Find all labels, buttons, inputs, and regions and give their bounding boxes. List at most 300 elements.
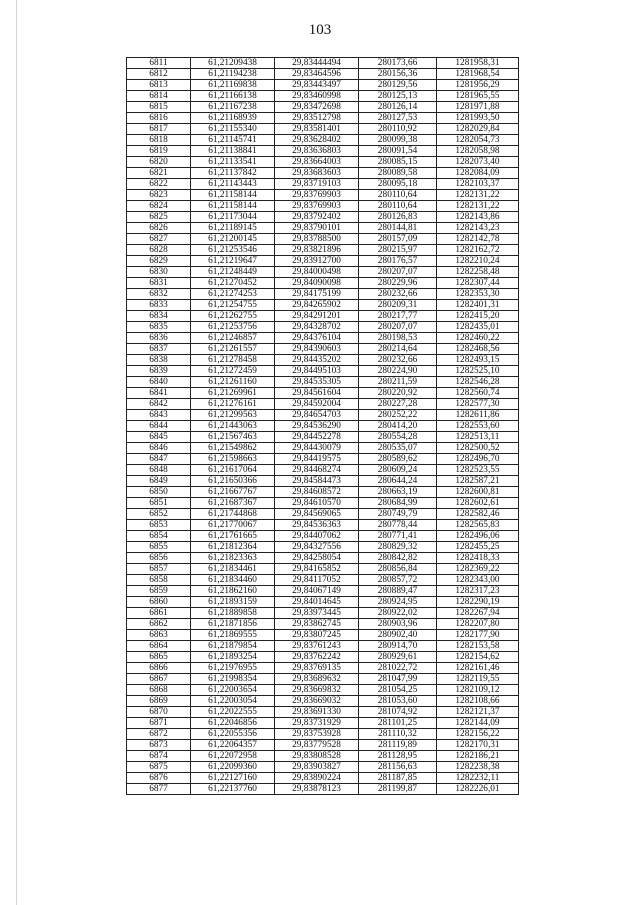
latitude-cell: 61,22003654 [191,685,275,696]
latitude-cell: 61,21667767 [191,487,275,498]
latitude-cell: 61,21998354 [191,674,275,685]
latitude-cell: 61,21246857 [191,333,275,344]
point-number-cell: 6832 [127,289,191,300]
point-number-cell: 6867 [127,674,191,685]
latitude-cell: 61,22072958 [191,751,275,762]
latitude-cell: 61,21219647 [191,256,275,267]
longitude-cell: 29,83769135 [275,663,359,674]
y-coordinate-cell: 1282455,25 [437,542,519,553]
y-coordinate-cell: 1282232,11 [437,773,519,784]
point-number-cell: 6846 [127,443,191,454]
longitude-cell: 29,83862745 [275,619,359,630]
point-number-cell: 6813 [127,80,191,91]
table-row [127,685,519,696]
longitude-cell: 29,84165852 [275,564,359,575]
x-coordinate-cell: 281074,92 [359,707,437,718]
latitude-cell: 61,21143443 [191,179,275,190]
x-coordinate-cell: 280857,72 [359,575,437,586]
latitude-cell: 61,21650366 [191,476,275,487]
table-row [127,597,519,608]
y-coordinate-cell: 1282156,22 [437,729,519,740]
longitude-cell: 29,83912700 [275,256,359,267]
y-coordinate-cell: 1282144,09 [437,718,519,729]
point-number-cell: 6864 [127,641,191,652]
point-number-cell: 6836 [127,333,191,344]
y-coordinate-cell: 1282143,86 [437,212,519,223]
table-row [127,80,519,91]
longitude-cell: 29,84584473 [275,476,359,487]
longitude-cell: 29,83731929 [275,718,359,729]
longitude-cell: 29,83779528 [275,740,359,751]
x-coordinate-cell: 280829,32 [359,542,437,553]
point-number-cell: 6822 [127,179,191,190]
x-coordinate-cell: 280252,22 [359,410,437,421]
y-coordinate-cell: 1281993,50 [437,113,519,124]
longitude-cell: 29,83788500 [275,234,359,245]
table-row [127,531,519,542]
longitude-cell: 29,83890224 [275,773,359,784]
table-row [127,718,519,729]
latitude-cell: 61,21158144 [191,190,275,201]
longitude-cell: 29,84430079 [275,443,359,454]
table-row [127,212,519,223]
y-coordinate-cell: 1282602,61 [437,498,519,509]
table-row [127,300,519,311]
x-coordinate-cell: 280217,77 [359,311,437,322]
longitude-cell: 29,84536290 [275,421,359,432]
longitude-cell: 29,83973445 [275,608,359,619]
y-coordinate-cell: 1282131,22 [437,201,519,212]
page-number: 103 [308,22,332,38]
y-coordinate-cell: 1282587,21 [437,476,519,487]
y-coordinate-cell: 1282103,37 [437,179,519,190]
table-row [127,322,519,333]
longitude-cell: 29,84452278 [275,432,359,443]
y-coordinate-cell: 1282493,15 [437,355,519,366]
table-row [127,223,519,234]
latitude-cell: 61,21168939 [191,113,275,124]
longitude-cell: 29,83719103 [275,179,359,190]
x-coordinate-cell: 281053,60 [359,696,437,707]
point-number-cell: 6856 [127,553,191,564]
table-row [127,729,519,740]
table-row [127,113,519,124]
latitude-cell: 61,21889858 [191,608,275,619]
table-row [127,619,519,630]
x-coordinate-cell: 280929,61 [359,652,437,663]
table-row [127,333,519,344]
table-row [127,157,519,168]
longitude-cell: 29,83464596 [275,69,359,80]
point-number-cell: 6823 [127,190,191,201]
longitude-cell: 29,83689632 [275,674,359,685]
y-coordinate-cell: 1282415,20 [437,311,519,322]
point-number-cell: 6855 [127,542,191,553]
x-coordinate-cell: 280749,79 [359,509,437,520]
longitude-cell: 29,83762242 [275,652,359,663]
latitude-cell: 61,21834460 [191,575,275,586]
longitude-cell: 29,83628402 [275,135,359,146]
latitude-cell: 61,21269961 [191,388,275,399]
table-row [127,399,519,410]
latitude-cell: 61,21549862 [191,443,275,454]
point-number-cell: 6857 [127,564,191,575]
latitude-cell: 61,21862160 [191,586,275,597]
table-row [127,575,519,586]
x-coordinate-cell: 280889,47 [359,586,437,597]
table-row [127,91,519,102]
point-number-cell: 6812 [127,69,191,80]
table-row [127,102,519,113]
y-coordinate-cell: 1282177,90 [437,630,519,641]
table-row [127,707,519,718]
latitude-cell: 61,21194238 [191,69,275,80]
table-row [127,630,519,641]
latitude-cell: 61,21155340 [191,124,275,135]
table-row [127,641,519,652]
point-number-cell: 6821 [127,168,191,179]
y-coordinate-cell: 1282131,22 [437,190,519,201]
point-number-cell: 6869 [127,696,191,707]
x-coordinate-cell: 280198,53 [359,333,437,344]
latitude-cell: 61,21274253 [191,289,275,300]
x-coordinate-cell: 280644,24 [359,476,437,487]
point-number-cell: 6870 [127,707,191,718]
longitude-cell: 29,83669832 [275,685,359,696]
point-number-cell: 6853 [127,520,191,531]
table-row [127,366,519,377]
x-coordinate-cell: 280144,81 [359,223,437,234]
latitude-cell: 61,21299563 [191,410,275,421]
point-number-cell: 6851 [127,498,191,509]
point-number-cell: 6840 [127,377,191,388]
longitude-cell: 29,84376104 [275,333,359,344]
point-number-cell: 6854 [127,531,191,542]
longitude-cell: 29,84327556 [275,542,359,553]
point-number-cell: 6861 [127,608,191,619]
point-number-cell: 6837 [127,344,191,355]
latitude-cell: 61,22003054 [191,696,275,707]
latitude-cell: 61,21823363 [191,553,275,564]
table-row [127,487,519,498]
latitude-cell: 61,21834461 [191,564,275,575]
x-coordinate-cell: 280085,15 [359,157,437,168]
x-coordinate-cell: 280129,56 [359,80,437,91]
y-coordinate-cell: 1282500,52 [437,443,519,454]
y-coordinate-cell: 1282143,23 [437,223,519,234]
y-coordinate-cell: 1282186,21 [437,751,519,762]
latitude-cell: 61,21812364 [191,542,275,553]
longitude-cell: 29,83903827 [275,762,359,773]
x-coordinate-cell: 281047,99 [359,674,437,685]
coordinates-table [126,57,519,795]
longitude-cell: 29,83878123 [275,784,359,795]
y-coordinate-cell: 1282162,72 [437,245,519,256]
point-number-cell: 6815 [127,102,191,113]
x-coordinate-cell: 280214,64 [359,344,437,355]
x-coordinate-cell: 280856,84 [359,564,437,575]
latitude-cell: 61,21261160 [191,377,275,388]
table-row [127,476,519,487]
point-number-cell: 6834 [127,311,191,322]
longitude-cell: 29,84608572 [275,487,359,498]
latitude-cell: 61,21262755 [191,311,275,322]
point-number-cell: 6835 [127,322,191,333]
y-coordinate-cell: 1282496,70 [437,454,519,465]
point-number-cell: 6829 [127,256,191,267]
y-coordinate-cell: 1282119,55 [437,674,519,685]
point-number-cell: 6866 [127,663,191,674]
x-coordinate-cell: 280224,90 [359,366,437,377]
y-coordinate-cell: 1282210,24 [437,256,519,267]
latitude-cell: 61,21253546 [191,245,275,256]
longitude-cell: 29,83669032 [275,696,359,707]
x-coordinate-cell: 280207,07 [359,267,437,278]
latitude-cell: 61,22137760 [191,784,275,795]
point-number-cell: 6825 [127,212,191,223]
table-row [127,377,519,388]
y-coordinate-cell: 1282153,58 [437,641,519,652]
latitude-cell: 61,21248449 [191,267,275,278]
y-coordinate-cell: 1282207,80 [437,619,519,630]
point-number-cell: 6860 [127,597,191,608]
x-coordinate-cell: 280099,38 [359,135,437,146]
latitude-cell: 61,21869555 [191,630,275,641]
table-row [127,608,519,619]
longitude-cell: 29,84265902 [275,300,359,311]
y-coordinate-cell: 1282267,94 [437,608,519,619]
x-coordinate-cell: 281128,95 [359,751,437,762]
x-coordinate-cell: 280778,44 [359,520,437,531]
longitude-cell: 29,83790101 [275,223,359,234]
table-row [127,553,519,564]
y-coordinate-cell: 1282054,73 [437,135,519,146]
y-coordinate-cell: 1282343,00 [437,575,519,586]
longitude-cell: 29,83472698 [275,102,359,113]
y-coordinate-cell: 1282460,22 [437,333,519,344]
x-coordinate-cell: 280771,41 [359,531,437,542]
longitude-cell: 29,84407062 [275,531,359,542]
longitude-cell: 29,84117052 [275,575,359,586]
longitude-cell: 29,84610570 [275,498,359,509]
table-row [127,498,519,509]
y-coordinate-cell: 1282611,86 [437,410,519,421]
longitude-cell: 29,83444494 [275,58,359,69]
latitude-cell: 61,21137842 [191,168,275,179]
latitude-cell: 61,21158144 [191,201,275,212]
x-coordinate-cell: 280229,96 [359,278,437,289]
point-number-cell: 6842 [127,399,191,410]
point-number-cell: 6830 [127,267,191,278]
latitude-cell: 61,22099360 [191,762,275,773]
latitude-cell: 61,21200145 [191,234,275,245]
longitude-cell: 29,83807245 [275,630,359,641]
table-row [127,432,519,443]
latitude-cell: 61,21871856 [191,619,275,630]
point-number-cell: 6844 [127,421,191,432]
point-number-cell: 6865 [127,652,191,663]
x-coordinate-cell: 281119,89 [359,740,437,751]
table-row [127,344,519,355]
latitude-cell: 61,21893159 [191,597,275,608]
x-coordinate-cell: 280173,66 [359,58,437,69]
y-coordinate-cell: 1281968,54 [437,69,519,80]
latitude-cell: 61,21443063 [191,421,275,432]
x-coordinate-cell: 280663,19 [359,487,437,498]
longitude-cell: 29,83808528 [275,751,359,762]
latitude-cell: 61,21567463 [191,432,275,443]
point-number-cell: 6828 [127,245,191,256]
x-coordinate-cell: 281156,63 [359,762,437,773]
table-row [127,190,519,201]
table-row [127,278,519,289]
point-number-cell: 6838 [127,355,191,366]
longitude-cell: 29,83443497 [275,80,359,91]
longitude-cell: 29,84328702 [275,322,359,333]
point-number-cell: 6862 [127,619,191,630]
y-coordinate-cell: 1282084,09 [437,168,519,179]
table-row [127,454,519,465]
latitude-cell: 61,22127160 [191,773,275,784]
latitude-cell: 61,21261557 [191,344,275,355]
latitude-cell: 61,21744868 [191,509,275,520]
y-coordinate-cell: 1282560,74 [437,388,519,399]
longitude-cell: 29,83769903 [275,190,359,201]
table-row [127,652,519,663]
longitude-cell: 29,83664003 [275,157,359,168]
longitude-cell: 29,84390603 [275,344,359,355]
table-row [127,234,519,245]
latitude-cell: 61,21209438 [191,58,275,69]
longitude-cell: 29,84561604 [275,388,359,399]
latitude-cell: 61,21133541 [191,157,275,168]
point-number-cell: 6827 [127,234,191,245]
x-coordinate-cell: 280157,09 [359,234,437,245]
latitude-cell: 61,21253756 [191,322,275,333]
point-number-cell: 6849 [127,476,191,487]
x-coordinate-cell: 280684,99 [359,498,437,509]
longitude-cell: 29,84067149 [275,586,359,597]
table-row [127,762,519,773]
point-number-cell: 6850 [127,487,191,498]
table-row [127,245,519,256]
longitude-cell: 29,84291201 [275,311,359,322]
y-coordinate-cell: 1282513,11 [437,432,519,443]
y-coordinate-cell: 1282029,84 [437,124,519,135]
x-coordinate-cell: 280110,64 [359,190,437,201]
y-coordinate-cell: 1282353,30 [437,289,519,300]
longitude-cell: 29,84495103 [275,366,359,377]
y-coordinate-cell: 1282238,38 [437,762,519,773]
table-row [127,289,519,300]
longitude-cell: 29,84468274 [275,465,359,476]
table-row [127,740,519,751]
y-coordinate-cell: 1282553,60 [437,421,519,432]
y-coordinate-cell: 1282546,28 [437,377,519,388]
longitude-cell: 29,84090098 [275,278,359,289]
latitude-cell: 61,22022555 [191,707,275,718]
table-row [127,421,519,432]
x-coordinate-cell: 280211,59 [359,377,437,388]
table-row [127,201,519,212]
y-coordinate-cell: 1282121,37 [437,707,519,718]
y-coordinate-cell: 1282307,44 [437,278,519,289]
table-row [127,443,519,454]
longitude-cell: 29,83769903 [275,201,359,212]
point-number-cell: 6826 [127,223,191,234]
latitude-cell: 61,22055356 [191,729,275,740]
x-coordinate-cell: 280110,92 [359,124,437,135]
y-coordinate-cell: 1282108,66 [437,696,519,707]
table-row [127,168,519,179]
y-coordinate-cell: 1282525,10 [437,366,519,377]
latitude-cell: 61,21166138 [191,91,275,102]
table-row [127,311,519,322]
point-number-cell: 6871 [127,718,191,729]
table-row [127,751,519,762]
table-row [127,564,519,575]
point-number-cell: 6811 [127,58,191,69]
x-coordinate-cell: 280125,13 [359,91,437,102]
latitude-cell: 61,21272459 [191,366,275,377]
x-coordinate-cell: 280535,07 [359,443,437,454]
y-coordinate-cell: 1282142,78 [437,234,519,245]
y-coordinate-cell: 1282582,46 [437,509,519,520]
x-coordinate-cell: 280589,62 [359,454,437,465]
x-coordinate-cell: 280127,53 [359,113,437,124]
x-coordinate-cell: 281054,25 [359,685,437,696]
x-coordinate-cell: 280126,14 [359,102,437,113]
table-row [127,773,519,784]
point-number-cell: 6820 [127,157,191,168]
point-number-cell: 6845 [127,432,191,443]
latitude-cell: 61,21770067 [191,520,275,531]
longitude-cell: 29,83683603 [275,168,359,179]
y-coordinate-cell: 1282418,33 [437,553,519,564]
x-coordinate-cell: 281199,87 [359,784,437,795]
x-coordinate-cell: 280842,82 [359,553,437,564]
point-number-cell: 6819 [127,146,191,157]
latitude-cell: 61,21976955 [191,663,275,674]
point-number-cell: 6875 [127,762,191,773]
point-number-cell: 6841 [127,388,191,399]
point-number-cell: 6814 [127,91,191,102]
point-number-cell: 6872 [127,729,191,740]
y-coordinate-cell: 1282600,81 [437,487,519,498]
x-coordinate-cell: 280126,83 [359,212,437,223]
y-coordinate-cell: 1282226,01 [437,784,519,795]
x-coordinate-cell: 280609,24 [359,465,437,476]
point-number-cell: 6816 [127,113,191,124]
y-coordinate-cell: 1282523,55 [437,465,519,476]
latitude-cell: 61,21169838 [191,80,275,91]
point-number-cell: 6839 [127,366,191,377]
coordinates-table-body [127,58,519,795]
table-row [127,179,519,190]
longitude-cell: 29,83581401 [275,124,359,135]
x-coordinate-cell: 280220,92 [359,388,437,399]
latitude-cell: 61,21761665 [191,531,275,542]
x-coordinate-cell: 280914,70 [359,641,437,652]
point-number-cell: 6852 [127,509,191,520]
y-coordinate-cell: 1282154,62 [437,652,519,663]
latitude-cell: 61,21879854 [191,641,275,652]
latitude-cell: 61,22064357 [191,740,275,751]
table-row [127,256,519,267]
x-coordinate-cell: 280209,31 [359,300,437,311]
y-coordinate-cell: 1282258,48 [437,267,519,278]
table-row [127,146,519,157]
